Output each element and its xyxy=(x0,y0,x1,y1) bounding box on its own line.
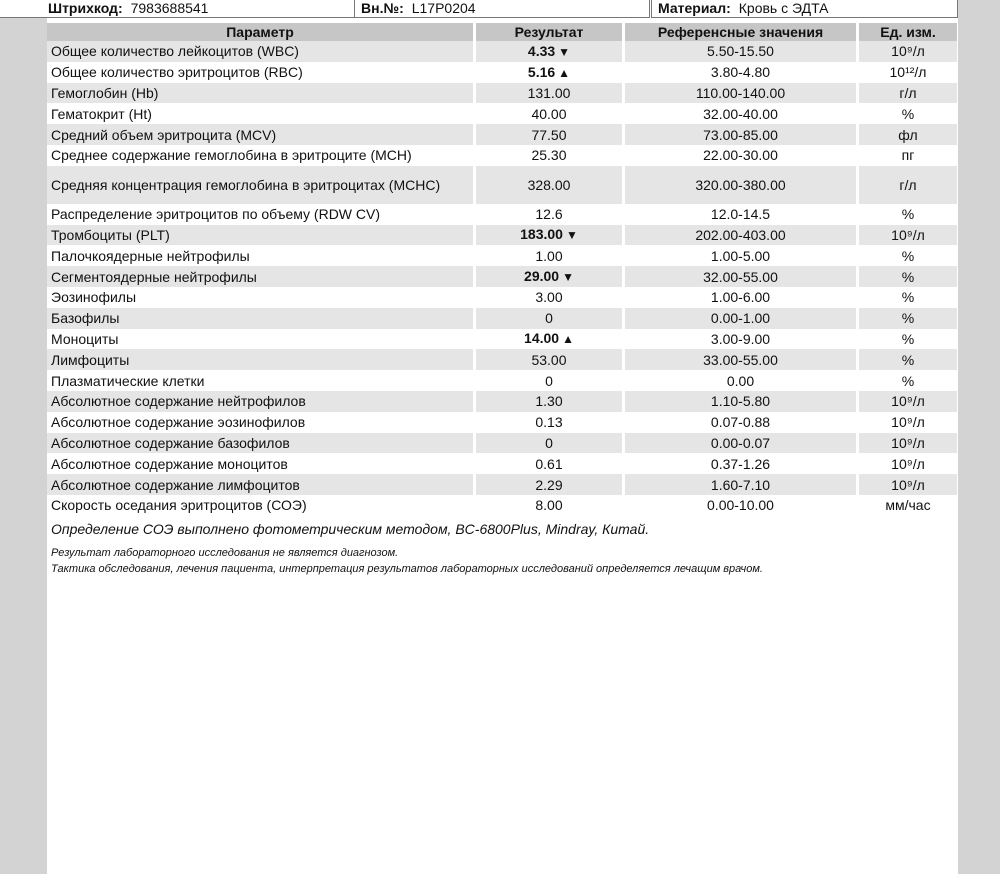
table-row xyxy=(47,287,957,308)
disclaimer-interpretation: Тактика обследования, лечения пациента, интерпретация результатов лабораторных исследований определяется лечащим врачом. xyxy=(51,563,763,575)
report-sheet xyxy=(47,0,958,874)
result-cell xyxy=(475,245,624,266)
result-cell xyxy=(475,308,624,329)
reference-cell: 12.0-14.5 xyxy=(624,204,858,225)
parameter-cell: Палочкоядерные нейтрофилы xyxy=(47,245,475,266)
result-cell xyxy=(475,453,624,474)
result-value: 0 xyxy=(545,310,553,327)
unit-cell: г/л xyxy=(858,166,958,204)
table-row xyxy=(47,124,957,145)
table-row xyxy=(47,62,957,83)
reference-cell: 32.00-40.00 xyxy=(624,103,858,124)
parameter-cell: Абсолютное содержание эозинофилов xyxy=(47,412,475,433)
unit-cell: фл xyxy=(858,124,958,145)
reference-cell: 0.00-0.07 xyxy=(624,433,858,454)
result-cell xyxy=(475,391,624,412)
barcode-label: Штрихкод: xyxy=(48,0,123,16)
sample-info-row xyxy=(47,0,958,19)
parameter-cell: Общее количество лейкоцитов (WBC) xyxy=(47,41,475,62)
arrow-down-icon: ▼ xyxy=(565,228,578,243)
parameter-cell: Скорость оседания эритроцитов (СОЭ) xyxy=(47,495,475,516)
results-body xyxy=(47,41,957,516)
table-row xyxy=(47,412,957,433)
parameter-cell: Распределение эритроцитов по объему (RDW CV) xyxy=(47,204,475,225)
table-row xyxy=(47,245,957,266)
unit-cell: % xyxy=(858,329,958,350)
result-cell xyxy=(475,103,624,124)
parameter-cell: Плазматические клетки xyxy=(47,370,475,391)
parameter-cell: Средняя концентрация гемоглобина в эритроцитах (MCHC) xyxy=(47,166,475,204)
table-row xyxy=(47,433,957,454)
result-value: 4.33 xyxy=(527,42,556,59)
result-cell xyxy=(475,349,624,370)
column-header-parameter: Параметр xyxy=(47,23,475,41)
arrow-up-icon: ▲ xyxy=(562,332,574,347)
result-value: 40.00 xyxy=(531,105,567,122)
parameter-cell: Общее количество эритроцитов (RBC) xyxy=(47,62,475,83)
reference-cell: 0.00-10.00 xyxy=(624,495,858,516)
table-row xyxy=(47,474,957,495)
reference-cell: 1.60-7.10 xyxy=(624,474,858,495)
table-row xyxy=(47,103,957,124)
result-cell xyxy=(475,370,624,391)
reference-cell: 22.00-30.00 xyxy=(624,145,858,166)
material-label: Материал: xyxy=(658,0,731,16)
reference-cell: 1.00-6.00 xyxy=(624,287,858,308)
unit-cell: г/л xyxy=(858,83,958,104)
internal-number-field xyxy=(354,0,650,18)
barcode-field xyxy=(0,0,398,18)
result-cell xyxy=(475,266,624,287)
result-value: 131.00 xyxy=(527,84,571,101)
table-row xyxy=(47,349,957,370)
parameter-cell: Абсолютное содержание лимфоцитов xyxy=(47,474,475,495)
parameter-cell: Лимфоциты xyxy=(47,349,475,370)
reference-cell: 1.00-5.00 xyxy=(624,245,858,266)
unit-cell: 10⁹/л xyxy=(858,41,958,62)
unit-cell: 10¹²/л xyxy=(858,62,958,83)
material-field xyxy=(651,0,958,18)
reference-cell: 0.37-1.26 xyxy=(624,453,858,474)
parameter-cell: Моноциты xyxy=(47,329,475,350)
reference-cell: 1.10-5.80 xyxy=(624,391,858,412)
table-row xyxy=(47,453,957,474)
unit-cell: % xyxy=(858,245,958,266)
parameter-cell: Гемоглобин (Hb) xyxy=(47,83,475,104)
table-row xyxy=(47,145,957,166)
column-header-reference: Референсные значения xyxy=(624,23,858,41)
reference-cell: 3.80-4.80 xyxy=(624,62,858,83)
disclaimer-diagnosis: Результат лабораторного исследования не является диагнозом. xyxy=(51,547,399,559)
reference-cell: 110.00-140.00 xyxy=(624,83,858,104)
result-cell xyxy=(475,433,624,454)
internal-number-label: Вн.№: xyxy=(361,0,404,16)
unit-cell: пг xyxy=(858,145,958,166)
table-row xyxy=(47,266,957,287)
parameter-cell: Абсолютное содержание моноцитов xyxy=(47,453,475,474)
unit-cell: 10⁹/л xyxy=(858,391,958,412)
result-cell xyxy=(475,83,624,104)
parameter-cell: Абсолютное содержание нейтрофилов xyxy=(47,391,475,412)
table-row xyxy=(47,370,957,391)
result-value: 183.00 xyxy=(520,226,563,243)
table-row xyxy=(47,308,957,329)
result-cell xyxy=(475,225,624,246)
unit-cell: % xyxy=(858,349,958,370)
table-row xyxy=(47,225,957,246)
result-value: 2.29 xyxy=(535,476,563,493)
result-value: 5.16 xyxy=(527,63,556,80)
result-cell xyxy=(475,204,624,225)
result-cell xyxy=(475,166,624,204)
reference-cell: 0.00 xyxy=(624,370,858,391)
unit-cell: мм/час xyxy=(858,495,958,516)
parameter-cell: Базофилы xyxy=(47,308,475,329)
table-row xyxy=(47,41,957,62)
arrow-down-icon: ▼ xyxy=(558,44,571,59)
reference-cell: 0.07-0.88 xyxy=(624,412,858,433)
unit-cell: 10⁹/л xyxy=(858,453,958,474)
column-header-unit: Ед. изм. xyxy=(858,23,958,41)
parameter-cell: Сегментоядерные нейтрофилы xyxy=(47,266,475,287)
table-row xyxy=(47,391,957,412)
result-value: 0 xyxy=(545,434,553,451)
reference-cell: 202.00-403.00 xyxy=(624,225,858,246)
parameter-cell: Гематокрит (Ht) xyxy=(47,103,475,124)
method-note: Определение СОЭ выполнено фотометрическим методом, BC-6800Plus, Mindray, Китай. xyxy=(51,521,650,537)
material-value: Кровь с ЭДТА xyxy=(738,0,829,16)
result-cell xyxy=(475,329,624,350)
table-header-row xyxy=(47,23,957,41)
reference-cell: 73.00-85.00 xyxy=(624,124,858,145)
result-value: 3.00 xyxy=(535,289,563,306)
result-value: 328.00 xyxy=(527,176,571,193)
table-row xyxy=(47,495,957,516)
result-value: 0.13 xyxy=(535,414,563,431)
column-header-result: Результат xyxy=(475,23,624,41)
parameter-cell: Среднее содержание гемоглобина в эритроците (MCH) xyxy=(47,145,475,166)
arrow-up-icon: ▲ xyxy=(558,65,571,80)
result-value: 8.00 xyxy=(535,497,563,514)
result-value: 0.61 xyxy=(535,455,563,472)
unit-cell: % xyxy=(858,308,958,329)
reference-cell: 320.00-380.00 xyxy=(624,166,858,204)
internal-number-value: L17P0204 xyxy=(411,0,476,16)
parameter-cell: Тромбоциты (PLT) xyxy=(47,225,475,246)
unit-cell: 10⁹/л xyxy=(858,225,958,246)
parameter-cell: Эозинофилы xyxy=(47,287,475,308)
result-cell xyxy=(475,41,624,62)
result-value: 25.30 xyxy=(531,147,567,164)
table-row xyxy=(47,166,957,204)
result-value: 0 xyxy=(545,372,553,389)
result-cell xyxy=(475,287,624,308)
result-value: 77.50 xyxy=(531,126,567,143)
table-row xyxy=(47,329,957,350)
result-cell xyxy=(475,145,624,166)
unit-cell: 10⁹/л xyxy=(858,474,958,495)
table-row xyxy=(47,83,957,104)
result-value: 53.00 xyxy=(531,351,567,368)
result-value: 14.00 xyxy=(524,330,560,347)
result-value: 1.00 xyxy=(535,247,563,264)
reference-cell: 0.00-1.00 xyxy=(624,308,858,329)
parameter-cell: Абсолютное содержание базофилов xyxy=(47,433,475,454)
reference-cell: 32.00-55.00 xyxy=(624,266,858,287)
unit-cell: % xyxy=(858,266,958,287)
reference-cell: 5.50-15.50 xyxy=(624,41,858,62)
reference-cell: 33.00-55.00 xyxy=(624,349,858,370)
result-cell xyxy=(475,412,624,433)
results-table xyxy=(47,23,957,516)
result-cell xyxy=(475,62,624,83)
result-cell xyxy=(475,124,624,145)
arrow-down-icon: ▼ xyxy=(562,270,574,285)
result-value: 1.30 xyxy=(535,393,563,410)
unit-cell: 10⁹/л xyxy=(858,433,958,454)
reference-cell: 3.00-9.00 xyxy=(624,329,858,350)
table-row xyxy=(47,204,957,225)
unit-cell: % xyxy=(858,370,958,391)
result-value: 29.00 xyxy=(524,268,560,285)
parameter-cell: Средний объем эритроцита (MCV) xyxy=(47,124,475,145)
unit-cell: 10⁹/л xyxy=(858,412,958,433)
unit-cell: % xyxy=(858,204,958,225)
unit-cell: % xyxy=(858,287,958,308)
result-value: 12.6 xyxy=(535,206,563,223)
result-cell xyxy=(475,474,624,495)
result-cell xyxy=(475,495,624,516)
barcode-value: 7983688541 xyxy=(130,0,209,16)
unit-cell: % xyxy=(858,103,958,124)
